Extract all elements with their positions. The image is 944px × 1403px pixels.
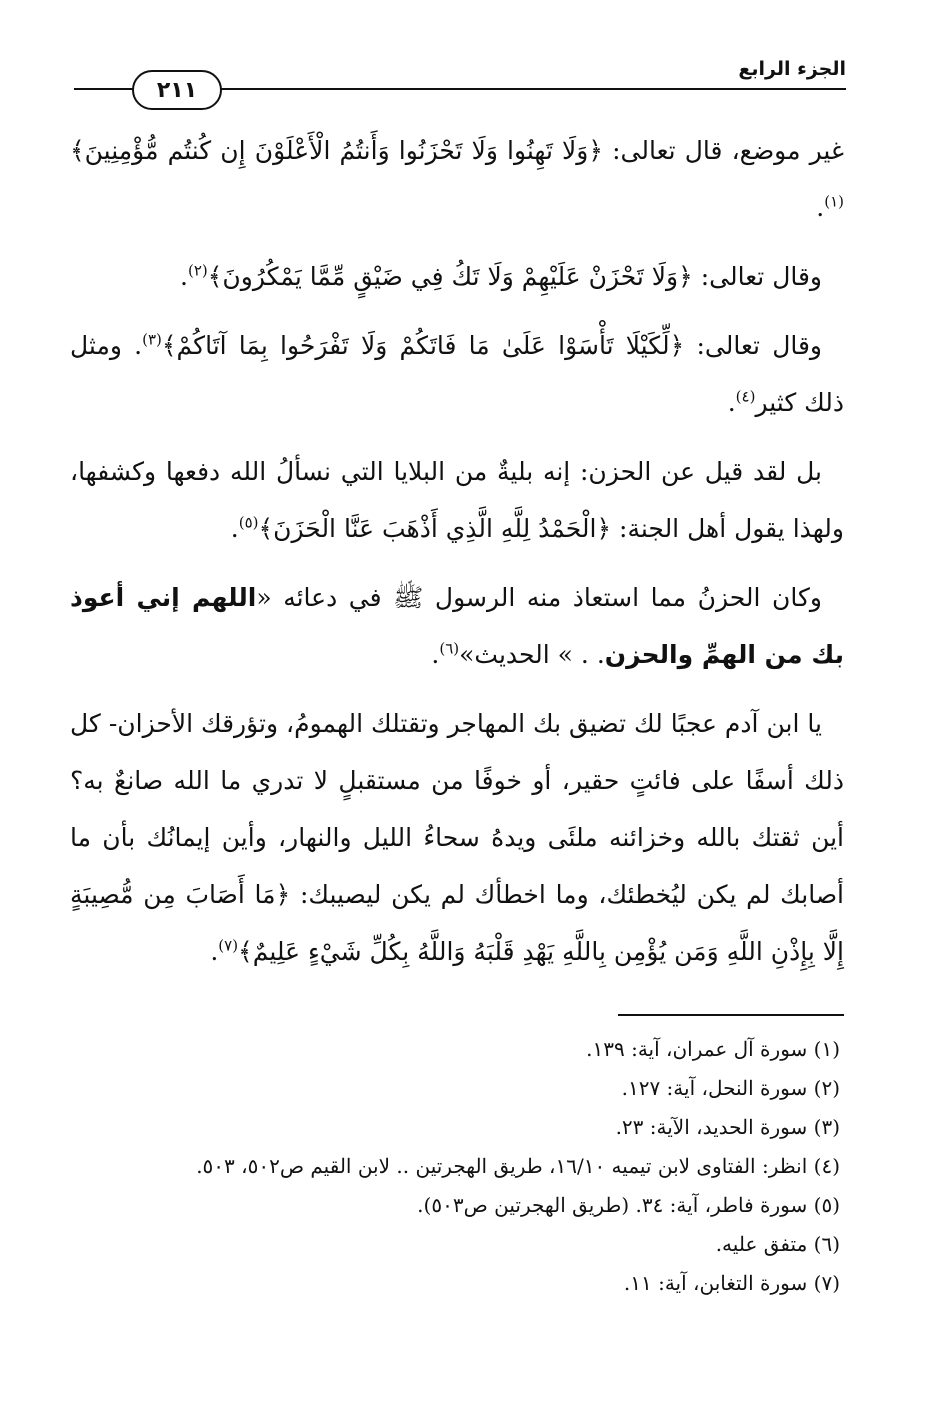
footnote-ref: (٤) bbox=[735, 387, 756, 406]
quran-verse: ﴿لِّكَيْلَا تَأْسَوْا عَلَىٰ مَا فَاتَكُمْ وَلَا تَفْرَحُوا بِمَا آتَاكُمْ﴾ bbox=[161, 331, 685, 360]
paragraph-1 bbox=[70, 122, 844, 236]
text: يا ابن آدم عجبًا لك تضيق بك المهاجر وتقتلك الهمومُ، وتؤرقك الأحزان- كل ذلك أسفًا على فائتٍ حقير، أو خوفًا من مستقبلٍ لا تدري ما الله صانعٌ به؟ أين ثقتك بالله وخزائنه ملئَى ويدهُ سحاءُ الليل والنهار، وأين إيمانُك بأن ما أصابك لم يكن ليُخطئك، وما اخطأك لم يكن ليصيبك: bbox=[70, 709, 844, 909]
footnote-ref: (١) bbox=[824, 192, 844, 211]
footnote-item: (٤) انظر: الفتاوى لابن تيميه ١٦/١٠، طريق الهجرتين .. لابن القيم ص٥٠٢، ٥٠٣. bbox=[196, 1154, 840, 1178]
text: . bbox=[210, 937, 219, 966]
paragraph-3 bbox=[70, 317, 844, 431]
text: بل لقد قيل عن الحزن: إنه بليةٌ من البلايا التي نسألُ الله دفعها وكشفها، ولهذا يقول أهل الجنة: bbox=[70, 457, 844, 543]
footnote-item: (١) سورة آل عمران، آية: ١٣٩. bbox=[586, 1037, 840, 1061]
quran-verse: ﴿الْحَمْدُ لِلَّهِ الَّذِي أَذْهَبَ عَنَّا الْحَزَنَ﴾ bbox=[258, 514, 612, 543]
text: غير موضع، قال تعالى: bbox=[603, 136, 844, 165]
quran-verse: ﴿وَلَا تَهِنُوا وَلَا تَحْزَنُوا وَأَنتُمُ الْأَعْلَوْنَ إِن كُنتُم مُّؤْمِنِينَ﴾ bbox=[70, 136, 603, 165]
quran-verse: ﴿مَا أَصَابَ مِن مُّصِيبَةٍ إِلَّا بِإِذْنِ اللَّهِ وَمَن يُؤْمِن بِاللَّهِ يَهْدِ قَلْبَهُ وَاللَّهُ بِكُلِّ شَيْءٍ عَلِيمٌ﴾ bbox=[70, 880, 844, 966]
footnote-item: (٥) سورة فاطر، آية: ٣٤. (طريق الهجرتين ص٥٠٣). bbox=[417, 1193, 840, 1217]
text: . bbox=[230, 514, 239, 543]
main-text bbox=[70, 122, 844, 992]
paragraph-6 bbox=[70, 695, 844, 980]
footnote-ref: (٦) bbox=[439, 639, 460, 658]
footnotes bbox=[100, 1030, 840, 1303]
footnote-ref: (٢) bbox=[187, 261, 208, 280]
running-header: الجزء الرابع bbox=[738, 58, 846, 80]
footnote-ref: (٣) bbox=[142, 330, 162, 349]
paragraph-5 bbox=[70, 569, 844, 683]
footnote-ref: (٥) bbox=[238, 513, 259, 532]
footnote-item: (٣) سورة الحديد، الآية: ٢٣. bbox=[615, 1115, 840, 1139]
text: . bbox=[431, 640, 440, 669]
quran-verse: ﴿وَلَا تَحْزَنْ عَلَيْهِمْ وَلَا تَكُ فِي ضَيْقٍ مِّمَّا يَمْكُرُونَ﴾ bbox=[207, 262, 693, 291]
text: وقال تعالى: bbox=[684, 331, 822, 360]
footnote-ref: (٧) bbox=[218, 936, 239, 955]
page-number: ٢١١ bbox=[132, 70, 222, 110]
text: . bbox=[816, 193, 825, 222]
text: . . » الحديث» bbox=[459, 640, 605, 669]
hadith-quote: اللهم إني أعوذ بك من الهمِّ والحزن bbox=[70, 583, 844, 669]
footnote-item: (٢) سورة النحل، آية: ١٢٧. bbox=[621, 1076, 840, 1100]
paragraph-2 bbox=[70, 248, 844, 305]
text: . bbox=[727, 388, 736, 417]
footnote-item: (٧) سورة التغابن، آية: ١١. bbox=[623, 1271, 840, 1295]
footnote-item: (٦) متفق عليه. bbox=[715, 1232, 840, 1256]
text: . bbox=[180, 262, 188, 291]
paragraph-4 bbox=[70, 443, 844, 557]
text: وكان الحزنُ مما استعاذ منه الرسول ﷺ في دعائه « bbox=[256, 583, 822, 612]
text: . ومثل ذلك كثير bbox=[70, 331, 844, 417]
footnote-rule bbox=[618, 1014, 844, 1016]
text: وقال تعالى: bbox=[692, 262, 822, 291]
